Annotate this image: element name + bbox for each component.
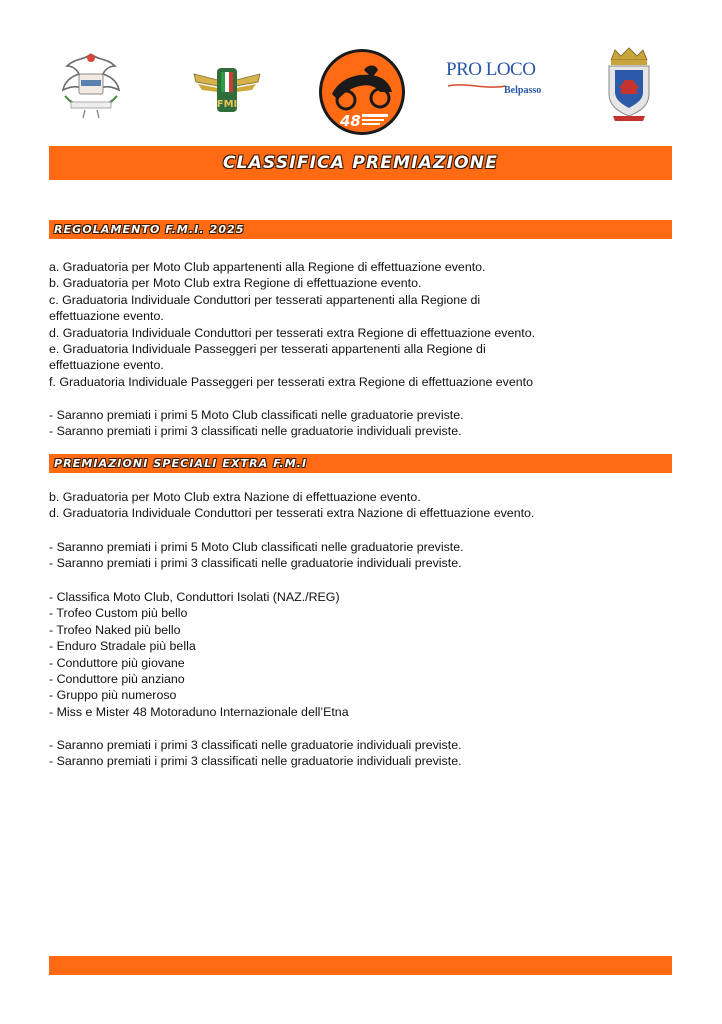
section-regolamento-title: REGOLAMENTO F.M.I. 2025 [54,223,245,236]
belpasso-coat-of-arms [603,46,655,122]
section-regolamento-header [49,220,672,239]
motoclub-eagle-logo [55,46,127,120]
motoraduno-48-logo [318,48,406,136]
section-premiazioni-title: PREMIAZIONI SPECIALI EXTRA F.M.I [54,457,308,470]
list-item: b. Graduatoria per Moto Club extra Nazione di effettuazione evento. [49,490,421,504]
list-item: effettuazione evento. [49,358,164,373]
motoraduno-number: 48 [340,112,361,130]
note-item: - Saranno premiati i primi 3 classificati nelle graduatorie individuali previste. [49,556,462,571]
list-item: effettuazione evento. [49,309,164,324]
award-item: - Enduro Stradale più bella [49,639,196,654]
title-bar [49,146,672,180]
note-item: - Saranno premiati i primi 3 classificati nelle graduatorie individuali previste. [49,424,462,439]
regolamento-list [49,259,639,390]
list-item: f. Graduatoria Individuale Passeggeri per tesserati extra Regione di effettuazione evento [49,374,533,389]
premiazioni-notes [49,539,639,572]
final-notes [49,737,639,770]
regolamento-notes [49,407,639,440]
list-item: d. Graduatoria Individuale Conduttori per tesserati extra Nazione di effettuazione evento. [49,506,535,521]
list-item: c. Graduatoria Individuale Conduttori per tesserati appartenenti alla Regione di [49,292,481,307]
award-item: - Conduttore più anziano [49,671,185,686]
fmi-letters: FMI [216,99,238,110]
note-item: - Saranno premiati i primi 5 Moto Club classificati nelle graduatorie previste. [49,540,464,554]
list-item: d. Graduatoria Individuale Conduttori per tesserati extra Regione di effettuazione evento. [49,325,536,340]
logos-row [0,40,722,135]
premiazioni-list [49,489,639,522]
award-item: - Classifica Moto Club, Conduttori Isolati (NAZ./REG) [49,590,340,604]
proloco-town: Belpasso [504,85,542,96]
proloco-logo [446,60,550,96]
proloco-name: PRO LOCO [446,59,536,80]
note-item: - Saranno premiati i primi 5 Moto Club classificati nelle graduatorie previste. [49,408,464,422]
note-item: - Saranno premiati i primi 3 classificati nelle graduatorie individuali previste. [49,738,462,752]
award-item: - Gruppo più numeroso [49,688,177,703]
awards-list [49,589,639,720]
note-item: - Saranno premiati i primi 3 classificati nelle graduatorie individuali previste. [49,754,462,769]
page-title: CLASSIFICA PREMIAZIONE [222,153,499,173]
fmi-logo [190,62,264,118]
award-item: - Miss e Mister 48 Motoraduno Internazionale dell’Etna [49,704,349,719]
list-item: e. Graduatoria Individuale Passeggeri per tesserati appartenenti alla Regione di [49,341,486,356]
award-item: - Trofeo Naked più bello [49,622,181,637]
award-item: - Conduttore più giovane [49,655,185,670]
section-premiazioni-header [49,454,672,473]
list-item: a. Graduatoria per Moto Club appartenenti alla Regione di effettuazione evento. [49,260,486,274]
footer-bar [49,956,672,975]
list-item: b. Graduatoria per Moto Club extra Regione di effettuazione evento. [49,276,422,291]
award-item: - Trofeo Custom più bello [49,606,188,621]
